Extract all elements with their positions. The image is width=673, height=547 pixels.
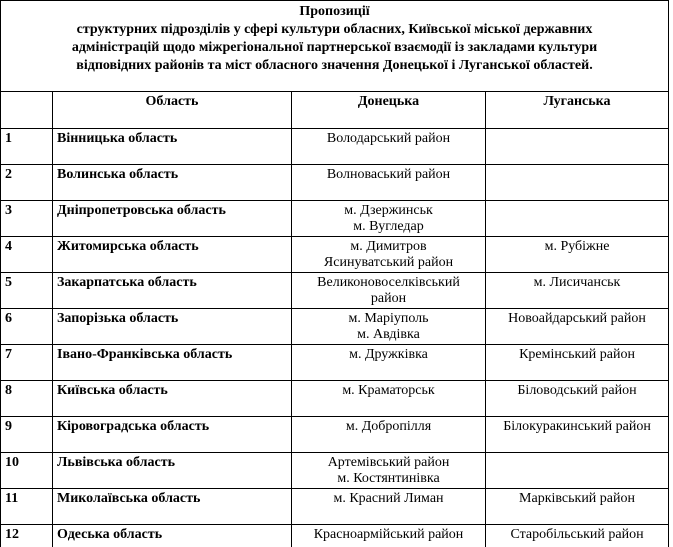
- row-number: 3: [1, 201, 53, 237]
- oblast-name: Дніпропетровська область: [53, 201, 292, 237]
- row-number: 11: [1, 489, 53, 525]
- donetsk-partners-cell: [292, 417, 486, 453]
- donetsk-partner: м. Красний Лиман: [333, 491, 444, 506]
- oblast-name: Закарпатська область: [53, 273, 292, 309]
- donetsk-partner: м. Краматорськ: [342, 383, 435, 398]
- donetsk-partner: м. Дзержинськ: [344, 203, 433, 218]
- table-row: [1, 489, 669, 525]
- luhansk-partner: Старобільський район: [510, 527, 644, 542]
- oblast-name: Одеська область: [53, 525, 292, 547]
- donetsk-partners-cell: [292, 525, 486, 547]
- donetsk-partner: м. Вугледар: [353, 219, 424, 234]
- oblast-name: Волинська область: [53, 165, 292, 201]
- donetsk-partner: м. Добропілля: [345, 419, 432, 434]
- luhansk-partner: Марківський район: [519, 491, 635, 506]
- table-row: [1, 273, 669, 309]
- oblast-name: Львівська область: [53, 453, 292, 489]
- table-row: [1, 453, 669, 489]
- donetsk-partners-cell: [292, 129, 486, 165]
- table-row: [1, 417, 669, 453]
- luhansk-partner: м. Лисичанськ: [533, 275, 621, 290]
- header-row: [1, 92, 669, 129]
- donetsk-partners-cell: [292, 237, 486, 273]
- luhansk-partner: Білокуракинський район: [503, 419, 651, 434]
- donetsk-partners-cell: [292, 345, 486, 381]
- donetsk-partner: м. Авдівка: [357, 327, 420, 342]
- document-title: [1, 1, 669, 92]
- donetsk-partners-cell: [292, 273, 486, 309]
- row-number: 5: [1, 273, 53, 309]
- luhansk-partners-cell: [486, 165, 669, 201]
- row-number: 4: [1, 237, 53, 273]
- donetsk-partner: Красноармійський район: [313, 527, 464, 542]
- luhansk-partners-cell: [486, 381, 669, 417]
- table-row: [1, 129, 669, 165]
- oblast-name: Миколаївська область: [53, 489, 292, 525]
- donetsk-partner: Володарський район: [326, 131, 451, 146]
- luhansk-partners-cell: [486, 489, 669, 525]
- luhansk-partners-cell: [486, 309, 669, 345]
- table-row: [1, 381, 669, 417]
- title-line: Пропозиції: [299, 4, 370, 19]
- title-line: структурних підрозділів у сфері культури обласних, Київської міської державних: [76, 22, 593, 37]
- header-donetsk: Донецька: [292, 92, 486, 129]
- luhansk-partners-cell: [486, 345, 669, 381]
- luhansk-partner: Біловодський район: [517, 383, 637, 398]
- oblast-name: Київська область: [53, 381, 292, 417]
- row-number: 6: [1, 309, 53, 345]
- luhansk-partners-cell: [486, 417, 669, 453]
- table-row: [1, 345, 669, 381]
- donetsk-partner: м. Димитров: [350, 239, 427, 254]
- luhansk-partners-cell: [486, 237, 669, 273]
- luhansk-partners-cell: [486, 525, 669, 547]
- donetsk-partners-cell: [292, 165, 486, 201]
- luhansk-partner: м. Рубіжне: [544, 239, 610, 254]
- table-row: [1, 237, 669, 273]
- oblast-name: Івано-Франківська область: [53, 345, 292, 381]
- luhansk-partners-cell: [486, 201, 669, 237]
- luhansk-partner: Кремінський район: [519, 347, 635, 362]
- row-number: 8: [1, 381, 53, 417]
- title-row: [1, 1, 669, 92]
- header-luhansk: Луганська: [486, 92, 669, 129]
- table-row: [1, 309, 669, 345]
- donetsk-partner: м. Костянтинівка: [337, 471, 440, 486]
- title-line: відповідних районів та міст обласного значення Донецької і Луганської областей.: [76, 58, 593, 73]
- row-number: 12: [1, 525, 53, 547]
- donetsk-partner: м. Дружківка: [349, 347, 428, 362]
- donetsk-partners-cell: [292, 309, 486, 345]
- luhansk-partners-cell: [486, 129, 669, 165]
- title-line: адміністрацій щодо міжрегіональної партнерської взаємодії із закладами культури: [71, 40, 598, 55]
- luhansk-partner: Новоайдарський район: [508, 311, 646, 326]
- donetsk-partner: м. Маріуполь: [348, 311, 429, 326]
- oblast-name: Вінницька область: [53, 129, 292, 165]
- luhansk-partners-cell: [486, 273, 669, 309]
- donetsk-partners-cell: [292, 201, 486, 237]
- donetsk-partner: Волноваський район: [326, 167, 451, 182]
- donetsk-partner: Артемівський район: [327, 455, 450, 470]
- oblast-name: Житомирська область: [53, 237, 292, 273]
- donetsk-partner: Ясинуватський район: [323, 255, 454, 270]
- row-number: 9: [1, 417, 53, 453]
- donetsk-partner: район: [370, 291, 407, 306]
- luhansk-partners-cell: [486, 453, 669, 489]
- row-number: 1: [1, 129, 53, 165]
- donetsk-partners-cell: [292, 453, 486, 489]
- table-body: [1, 129, 669, 547]
- row-number: 2: [1, 165, 53, 201]
- oblast-name: Запорізька область: [53, 309, 292, 345]
- header-num: [1, 92, 53, 129]
- donetsk-partners-cell: [292, 381, 486, 417]
- table-row: [1, 201, 669, 237]
- oblast-name: Кіровоградська область: [53, 417, 292, 453]
- table-row: [1, 165, 669, 201]
- row-number: 7: [1, 345, 53, 381]
- table-row: [1, 525, 669, 547]
- donetsk-partner: Великоновоселківський: [317, 275, 460, 290]
- donetsk-partners-cell: [292, 489, 486, 525]
- row-number: 10: [1, 453, 53, 489]
- header-oblast: Область: [53, 92, 292, 129]
